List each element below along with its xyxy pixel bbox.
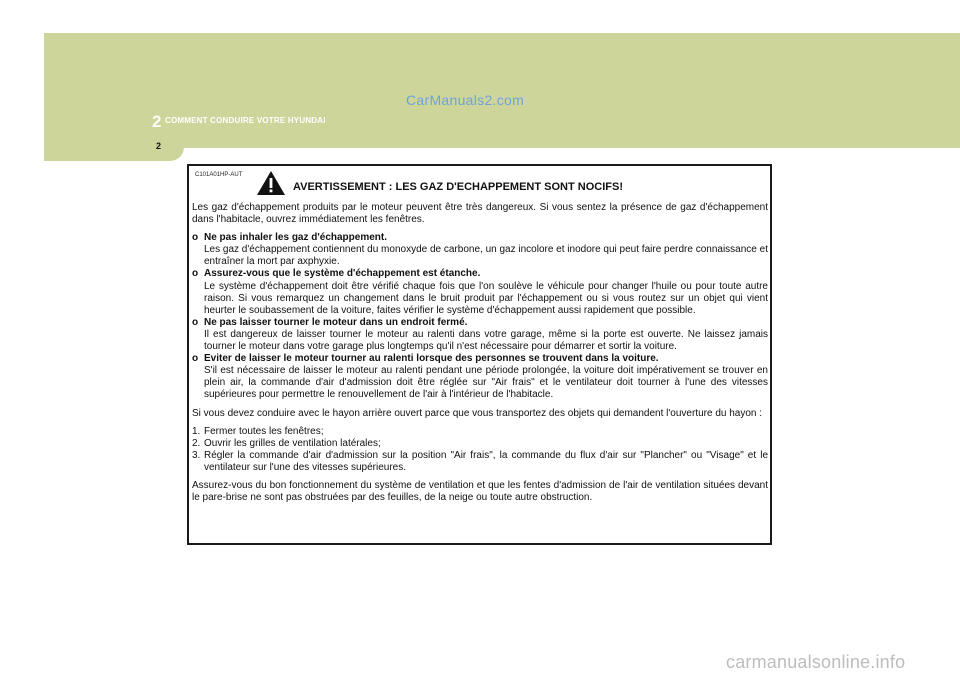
warning-exclamation-icon bbox=[256, 170, 286, 196]
warning-title: AVERTISSEMENT : LES GAZ D'ECHAPPEMENT SONT NOCIFS! bbox=[293, 181, 623, 193]
chapter-title: COMMENT CONDUIRE VOTRE HYUNDAI bbox=[165, 116, 326, 125]
bullet-heading: Ne pas inhaler les gaz d'échappement. bbox=[204, 232, 387, 244]
bullet-item bbox=[192, 268, 768, 316]
step-item bbox=[192, 438, 768, 450]
bullet-text: Les gaz d'échappement contiennent du monoxyde de carbone, un gaz incolore et inodore qui peut faire perdre connaissance et entraîner la mort par axphyxie. bbox=[204, 244, 768, 268]
bullet-item bbox=[192, 353, 768, 401]
bullet-mark: o bbox=[192, 232, 199, 244]
bullet-text: Il est dangereux de laisser tourner le moteur au ralenti dans votre garage, même si la porte est ouverte. Ne laissez jamais tourner le moteur dans votre garage plus longtemps qu'il n'est nécessaire pour démarrer et sortir la voiture. bbox=[204, 328, 768, 353]
bullet-heading: Ne pas laisser tourner le moteur dans un endroit fermé. bbox=[204, 316, 468, 328]
bullet-heading: Eviter de laisser le moteur tourner au ralenti lorsque des personnes se trouvent dans la voiture. bbox=[204, 353, 659, 365]
step-text: Fermer toutes les fenêtres; bbox=[204, 425, 324, 437]
step-number: 2. bbox=[192, 437, 201, 449]
warning-code: C101A01HP-AUT bbox=[195, 172, 243, 178]
step-number: 3. bbox=[192, 449, 201, 461]
warning-intro: Les gaz d'échappement produits par le moteur peuvent être très dangereux. Si vous sentez la présence de gaz d'échappement dans l'habitacle, ouvrez immédiatement les fenêtres. bbox=[192, 202, 768, 226]
warning-body bbox=[192, 202, 768, 510]
step-number: 1. bbox=[192, 425, 201, 437]
bullet-item bbox=[192, 317, 768, 353]
bullet-heading: Assurez-vous que le système d'échappement est étanche. bbox=[204, 268, 481, 280]
closing-paragraph: Assurez-vous du bon fonctionnement du système de ventilation et que les fentes d'admission de l'air de ventilation situées devant le pare-brise ne sont pas obstruées par des feuilles, de la neige ou toute autre obstruction. bbox=[192, 479, 768, 504]
header-band bbox=[44, 33, 960, 148]
bullet-text: Le système d'échappement doit être vérifié chaque fois que l'on soulève le véhicule pour changer l'huile ou pour toute autre raison. Si vous remarquez un changement dans le bruit produit par l'échappement ou si vous routez sur un objet qui vient heurter le soubassement de la voiture, faites vérifier le système d'échappement aussi rapidement que possible. bbox=[204, 280, 768, 316]
hatch-intro: Si vous devez conduire avec le hayon arrière ouvert parce que vous transportez des objets qui demandent l'ouverture du hayon : bbox=[192, 407, 763, 419]
bullet-item bbox=[192, 232, 768, 268]
bullet-mark: o bbox=[192, 353, 199, 365]
chapter-number: 2 bbox=[152, 112, 162, 131]
bullet-mark: o bbox=[192, 268, 199, 280]
step-item bbox=[192, 426, 768, 438]
bullet-mark: o bbox=[192, 316, 199, 328]
step-text: Régler la commande d'air d'admission sur la position "Air frais", la commande du flux d'air sur "Plancher" ou "Visage" et le ventilateur sur l'une des vitesses supérieures. bbox=[204, 449, 768, 473]
steps-list bbox=[192, 426, 768, 474]
watermark-link-bottom[interactable]: carmanualsonline.info bbox=[726, 652, 906, 672]
step-text: Ouvrir les grilles de ventilation latérales; bbox=[204, 437, 381, 449]
step-item bbox=[192, 450, 768, 474]
warning-bullet-list bbox=[192, 232, 768, 401]
page-number: 2 bbox=[156, 141, 162, 151]
bullet-text: S'il est nécessaire de laisser le moteur au ralenti pendant une période prolongée, la voiture doit impérativement se trouver en plein air, la commande d'air d'admission doit être réglée sur "Air frais" et le ventilateur doit tourner à l'une des vitesses supérieures pour permettre le renouvellement de l'air à l'intérieur de l'habitacle. bbox=[204, 365, 768, 401]
watermark-link-top[interactable]: CarManuals2.com bbox=[406, 92, 525, 108]
chapter-tab bbox=[44, 135, 184, 161]
